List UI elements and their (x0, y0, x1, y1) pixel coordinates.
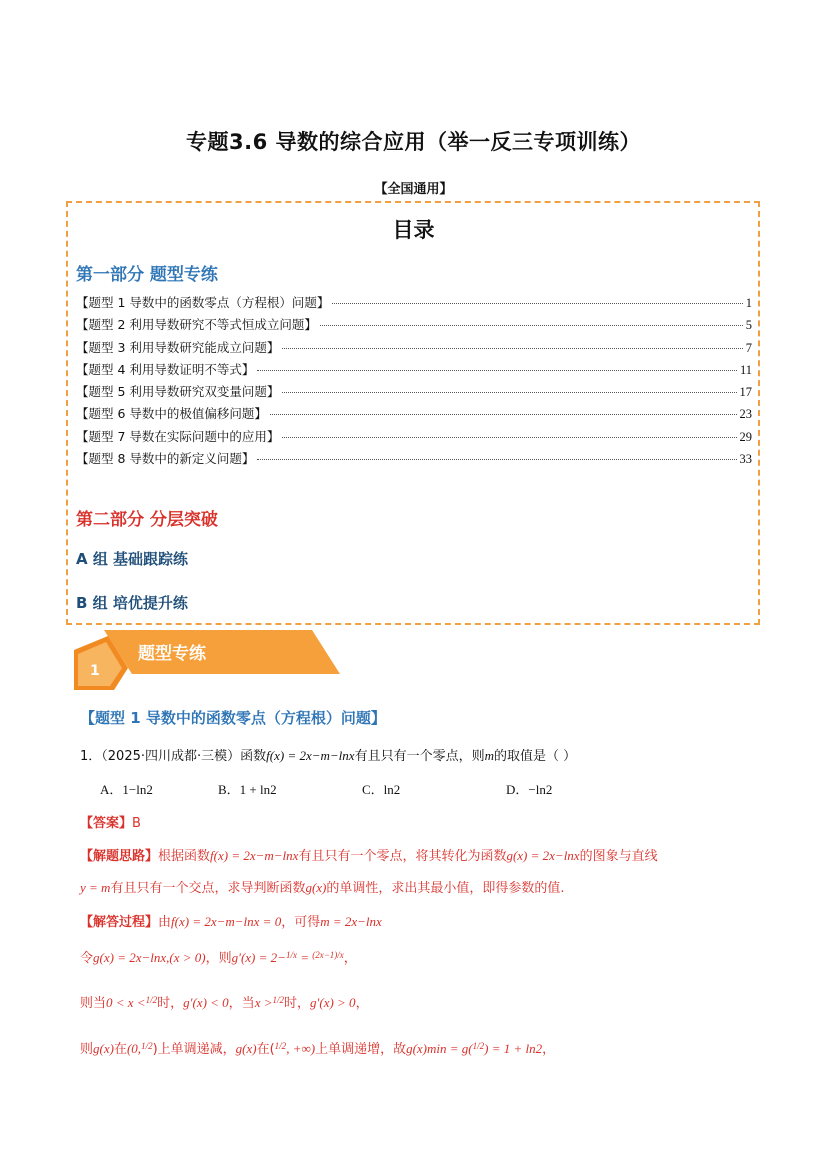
option-c[interactable]: C．ln2 (362, 782, 401, 797)
option-b[interactable]: B．1 + ln2 (218, 782, 277, 797)
answer: 【答案】B (80, 816, 141, 831)
section-title: 【题型 1 导数中的函数零点（方程根）问题】 (80, 709, 386, 727)
document-title: 专题3.6 导数的综合应用（举一反三专项训练） (185, 130, 641, 154)
banner-text: 题型专练 (138, 644, 206, 664)
solution-line-monotonic: 则当0 < x <$^{1/2}$时，g′(x) < 0，当x >$^{1/2}$时，g′(x) > 0， (80, 995, 369, 1011)
solution-idea-line2: y = m有且只有一个交点，求导判断函数g(x)的单调性，求出其最小值，即得参数的值. (80, 880, 565, 896)
toc-item[interactable]: 【题型 6 导数中的极值偏移问题】 23 (76, 406, 752, 422)
group-a-link[interactable]: A 组 基础跟踪练 (76, 550, 189, 568)
solution-line-minimum: 则g(x)在(0,$^{1/2}$)上单调递减，g(x)在($^{1/2}$, +∞)上单调递增，故g(x)min = g($^{1/2}$) = 1 + ln2， (80, 1041, 556, 1057)
group-b-link[interactable]: B 组 培优提升练 (76, 594, 188, 612)
question-stem: 1．（2025·四川成都·三模）函数f(x) = 2x−m−lnx有且只有一个零点，则m的取值是（ ） (80, 748, 577, 764)
toc-item[interactable]: 【题型 7 导数在实际问题中的应用】 29 (76, 428, 752, 444)
part1-heading: 第一部分 题型专练 (76, 265, 218, 285)
solution-line-derivative: 令g(x) = 2x−lnx,(x > 0)，则g′(x) = 2−$^{1/x}$ = $^{(2x-1)/x}$， (80, 950, 357, 966)
toc-list (76, 293, 752, 471)
section-banner (74, 628, 340, 692)
option-d[interactable]: D．−ln2 (506, 782, 553, 797)
toc-item[interactable]: 【题型 2 利用导数研究不等式恒成立问题】 5 (76, 317, 752, 333)
solution-idea-line1: 【解题思路】根据函数f(x) = 2x−m−lnx有且只有一个零点，将其转化为函数g(x) = 2x−lnx的图象与直线 (80, 848, 658, 864)
toc-item[interactable]: 【题型 8 导数中的新定义问题】 33 (76, 451, 752, 467)
toc-heading: 目录 (392, 218, 435, 242)
toc-item[interactable]: 【题型 3 利用导数研究能成立问题】 7 (76, 339, 752, 355)
banner-number: 1 (90, 663, 100, 679)
part2-heading: 第二部分 分层突破 (76, 510, 218, 530)
option-a[interactable]: A．1−ln2 (100, 782, 153, 797)
scope-label: 【全国通用】 (374, 182, 453, 197)
toc-item[interactable]: 【题型 5 利用导数研究双变量问题】 17 (76, 384, 752, 400)
toc-item[interactable]: 【题型 4 利用导数证明不等式】 11 (76, 361, 752, 377)
solution-process: 【解答过程】由f(x) = 2x−m−lnx = 0，可得m = 2x−lnx (80, 914, 382, 930)
toc-item[interactable]: 【题型 1 导数中的函数零点（方程根）问题】 1 (76, 295, 752, 310)
